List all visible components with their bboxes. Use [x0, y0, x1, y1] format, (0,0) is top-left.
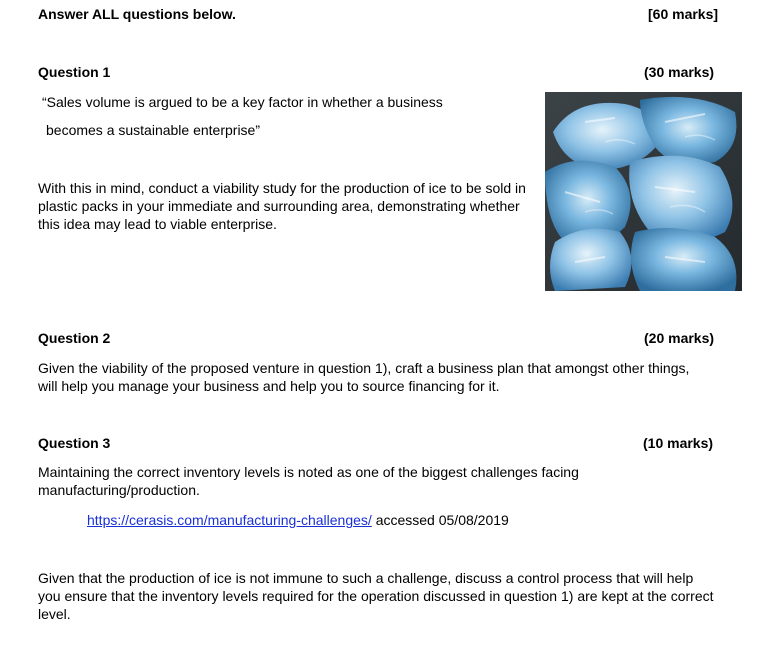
total-marks: [60 marks]	[648, 6, 719, 22]
question-1-marks: (30 marks)	[644, 64, 715, 80]
source-accessed-date: accessed 05/08/2019	[371, 512, 509, 528]
question-2-title: Question 2	[38, 330, 111, 346]
question-1-title: Question 1	[38, 64, 111, 80]
question-1-quote-line-2: becomes a sustainable enterprise”	[46, 122, 261, 138]
question-2-marks: (20 marks)	[644, 330, 715, 346]
source-citation	[87, 511, 509, 529]
question-3-marks: (10 marks)	[643, 435, 714, 451]
question-3-title: Question 3	[38, 435, 111, 451]
ice-bags-photo	[545, 92, 742, 291]
question-2-task: Given the viability of the proposed venture in question 1), craft a business plan that amongst other things, will help you manage your business and help you to source financing for it.	[38, 360, 690, 394]
question-3-task: Given that the production of ice is not immune to such a challenge, discuss a control process that will help you ensure that the inventory levels required for the operation discussed in question 1) are kept at the correct level.	[38, 570, 714, 622]
question-1-quote-line-1: “Sales volume is argued to be a key factor in whether a business	[42, 94, 443, 110]
question-3-intro: Maintaining the correct inventory levels is noted as one of the biggest challenges facing manufacturing/production.	[38, 464, 579, 498]
instruction-heading: Answer ALL questions below.	[38, 6, 236, 22]
source-link[interactable]: https://cerasis.com/manufacturing-challenges/	[87, 512, 372, 528]
question-1-task: With this in mind, conduct a viability study for the production of ice to be sold in plastic packs in your immediate and surrounding area, demonstrating whether this idea may lead to viable enterprise.	[38, 180, 526, 232]
